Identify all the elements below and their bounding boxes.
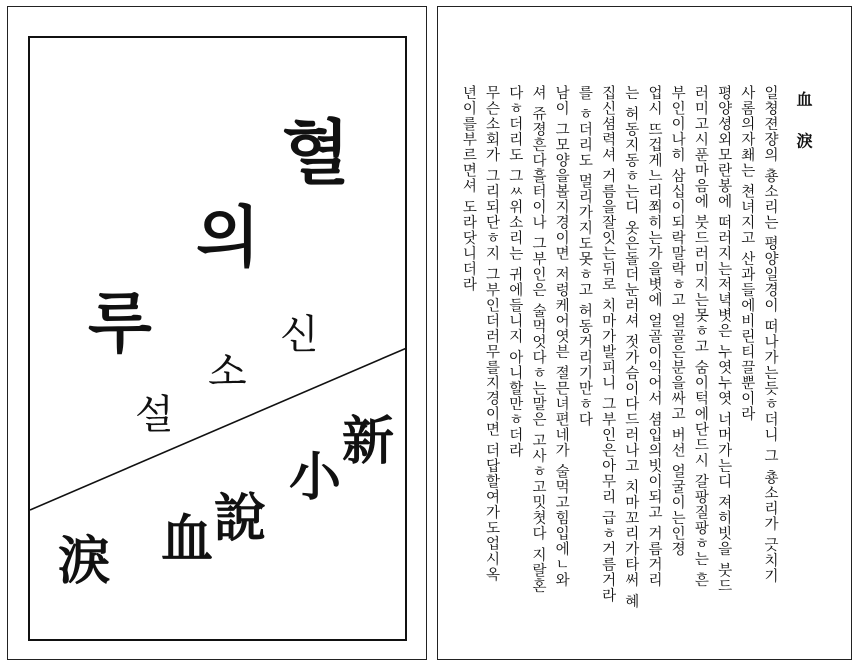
cover-frame (28, 36, 407, 641)
cover-page (7, 6, 427, 660)
text-column: 는 허동지동ㅎ는디 옷은돌더눈러셔 젓가슴이다드러나고 치마꼬리가타써 혜 (622, 85, 639, 610)
text-column: 부인이나히 삼십이되락말락ㅎ고 얼골은분을싸고 버선 얼굴이는인졍 (669, 85, 686, 557)
chapter-title: 血 淚 (794, 91, 813, 159)
text-column: 를 ㅎ더리도 멀리가지도못ㅎ고 허동거리기만ㅎ다 (576, 85, 593, 428)
cover-subtitle-char: 소 (208, 349, 247, 395)
text-column: 러미고시푼마음에 붓드러미지는못ㅎ고 숨이턱에단드시 갈팡질팡ㅎ는 흔 (692, 85, 709, 588)
cover-hanja-char: 說 (214, 488, 267, 549)
cover-title-char: 루 (88, 284, 152, 362)
text-column: 셔 쥬졍흔다흘터이나 그부인은 술먹엇다ㅎ는말은 고사ㅎ고밋쳣다 지랄혼 (529, 85, 546, 594)
cover-hanja-char: 淚 (58, 531, 111, 592)
cover-title-char: 의 (196, 198, 260, 276)
text-column: 무슨소회가 그리되단ㅎ지 그부인더러무를지경이면 더답할여가도업시옥 (483, 85, 500, 583)
cover-subtitle-char: 신 (280, 312, 319, 358)
cover-subtitle-char: 설 (135, 392, 174, 438)
cover-title-char: 혈 (282, 111, 350, 194)
text-column: 다ㅎ더리도 그ㅆ위소리는 귀에들니지 아니할만ㅎ더라 (506, 85, 523, 459)
text-page (437, 6, 852, 660)
text-column: 집신셤력셔 거름을잘잇는뒤로 치마가발피니 그부인은아무리 급ㅎ거름거라 (599, 85, 616, 604)
text-column: 남이 그모양을볼지경이면 저렁케어엿븐 졀믄녀편네가 술먹고힘입에ㄴ와 (553, 85, 570, 588)
text-column: 업시 뜨겁게느리쬐히는가을볏에 얼골이익어서 셤입의빗이되고 거름거리 (645, 85, 662, 588)
text-column: 일쳥젼쟝의 춍소리는 평양일경이 떠나가는듯ㅎ더니 그 춍소리가 긋치기 (762, 85, 778, 584)
text-column: 년이를부르면셔 도라닷니더라 (460, 85, 477, 293)
text-column: 사롬의자쵀는 쳔녀지고 산과들에비린티끌뿐이라 (738, 85, 755, 422)
body-text (456, 85, 781, 615)
text-column: 평양셩외모란봉에 떠러지는저녁볏은 누엿누엿 너머가는디 져히빗을 붓드 (715, 85, 732, 594)
cover-hanja-char: 血 (161, 509, 214, 570)
cover-hanja-char: 小 (289, 447, 342, 508)
cover-hanja-char: 新 (342, 411, 395, 472)
